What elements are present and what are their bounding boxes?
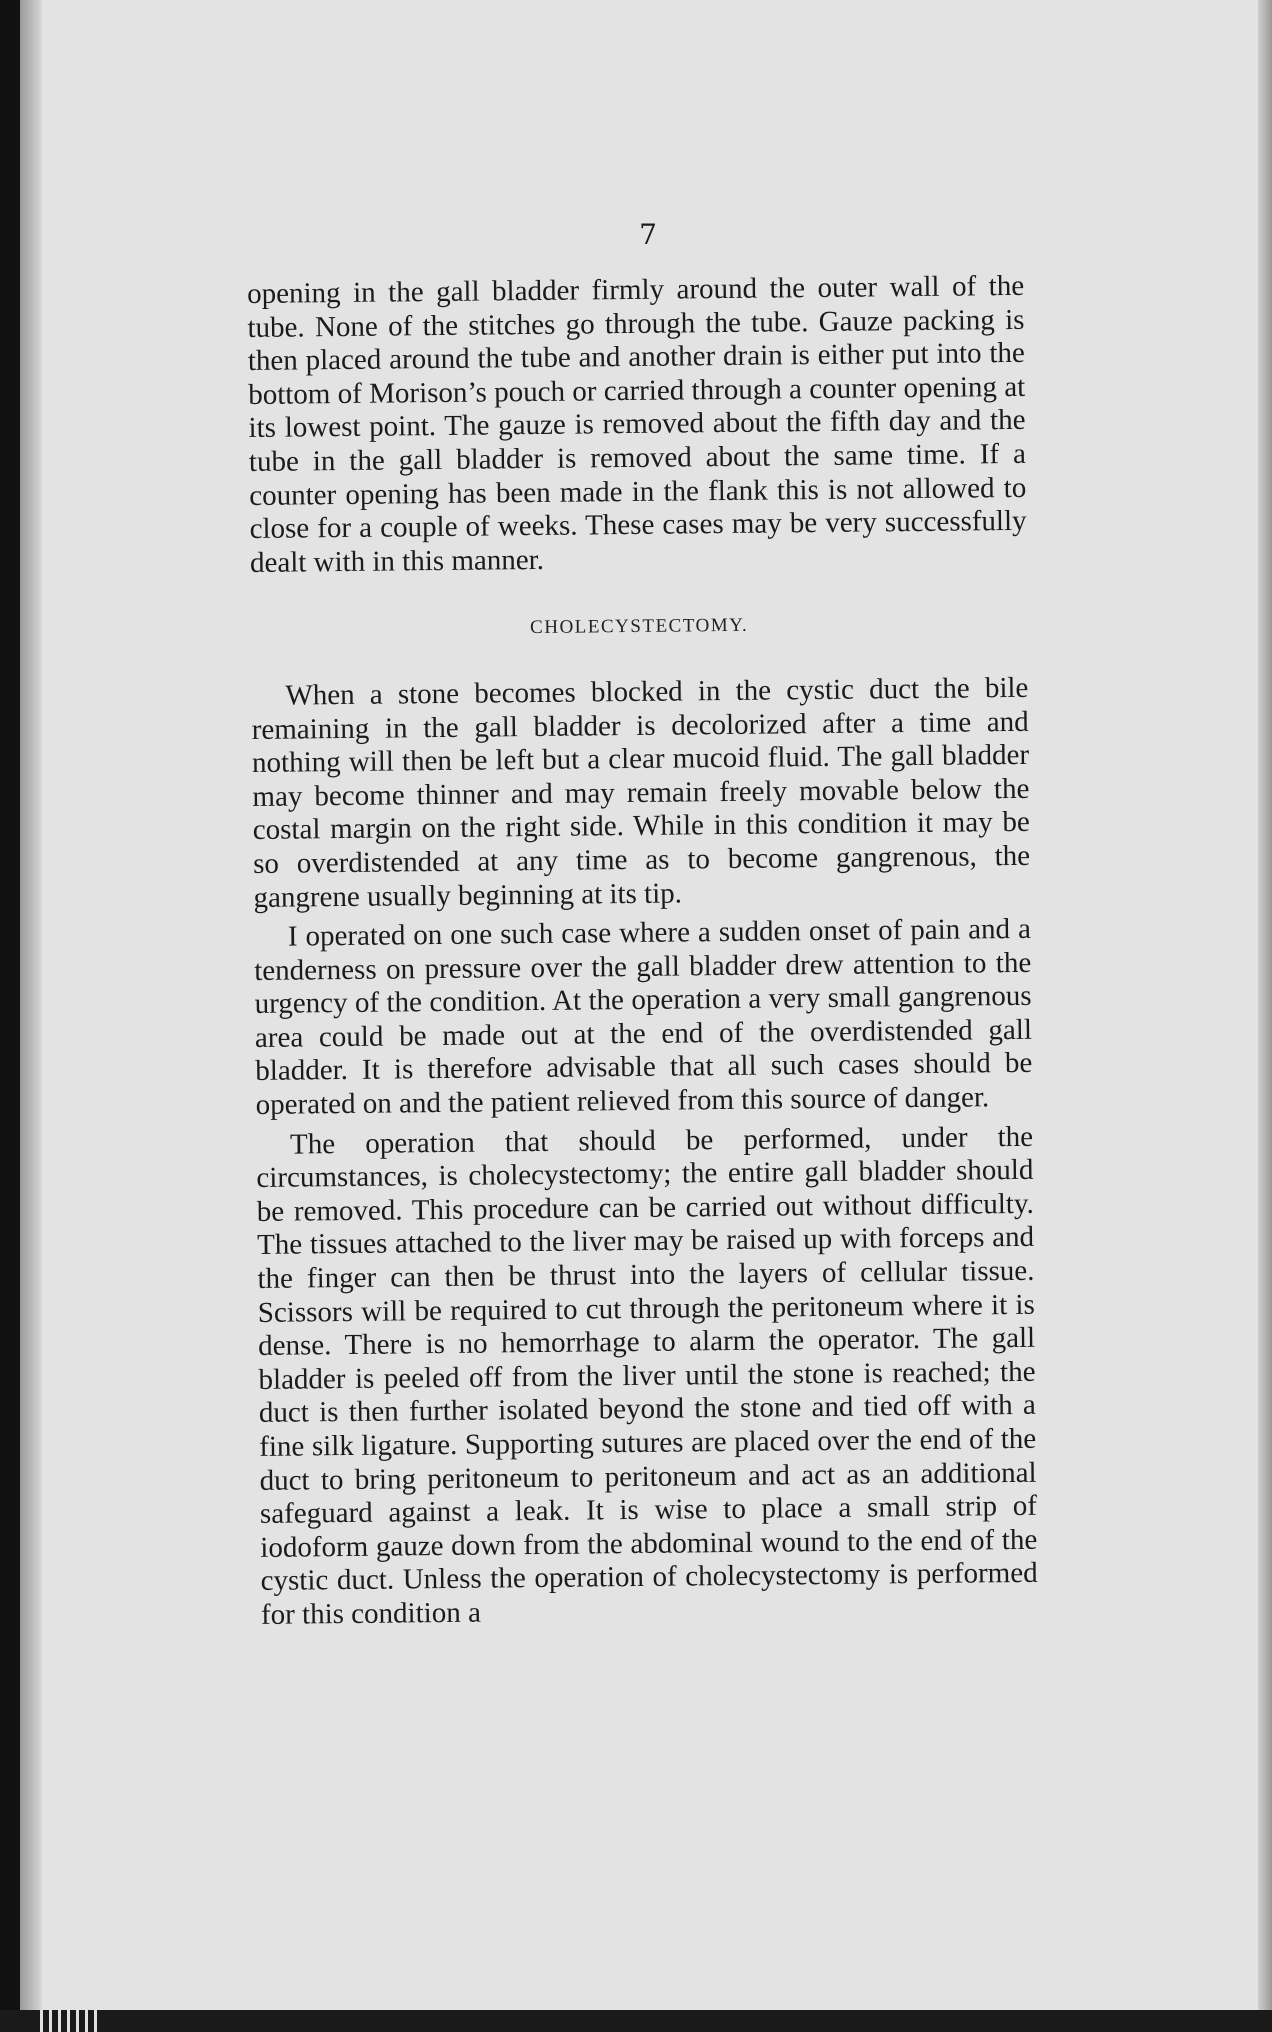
page-number: 7 bbox=[639, 218, 657, 251]
paragraph-2: When a stone becomes blocked in the cystic duct the bile remaining in the gall bladder is decolorized after a time and nothing will then be left but a clear mucoid fluid. The gall bladder may become thinner and may remain freely movable below the costal margin on the right side. While in this condition it may be so overdistended at any time as to become gangrenous, the gangrene usually beginning at its tip. bbox=[251, 671, 1031, 914]
book-page bbox=[42, 0, 1258, 2010]
scan-bottom-marks bbox=[40, 2010, 100, 2032]
section-heading: CHOLECYSTECTOMY. bbox=[530, 615, 749, 639]
paragraph-4: The operation that should be performed, under the circumstances, is cholecystectomy; the entire gall bladder should be removed. This procedure can be carried out without difficulty. The tissues attached to the liver may be raised up with forceps and the finger can then be thrust into the layers of cellular tissue. Scissors will be required to cut through the peritoneum where it is dense. There is no hemorrhage to alarm the operator. The gall bladder is peeled off from the liver until the stone is reached; the duct is then further isolated beyond the stone and tied off with a fine silk ligature. Supporting sutures are placed over the end of the duct to bring peritoneum to peritoneum and act as an additional safeguard against a leak. It is wise to place a small strip of iodoform gauze down from the abdominal wound to the end of the cystic duct. Unless the operation of cholecystectomy is performed for this condition a bbox=[256, 1120, 1038, 1631]
binding-edge bbox=[0, 0, 20, 2032]
binding-shadow bbox=[20, 0, 42, 2032]
paragraph-1: opening in the gall bladder firmly around the outer wall of the tube. None of the stitches go through the tube. Gauze packing is then placed around the tube and another drain is either put into the bottom of Morison’s pouch or carried through a counter opening at its lowest point. The gauze is removed about the fifth day and the tube in the gall bladder is removed about the same time. If a counter opening has been made in the flank this is not allowed to close for a couple of weeks. These cases may be very successfully dealt with in this manner. bbox=[247, 269, 1027, 579]
body-text bbox=[247, 270, 1038, 1633]
paragraph-3: I operated on one such case where a sudden onset of pain and a tenderness on pressure over the gall bladder drew attention to the urgency of the condition. At the operation a very small gangrenous area could be made out at the end of the overdistended gall bladder. It is therefore advisable that all such cases should be operated on and the patient relieved from this source of danger. bbox=[254, 912, 1033, 1122]
scan-bottom-edge bbox=[0, 2010, 1272, 2032]
page-right-edge bbox=[1258, 0, 1272, 2032]
